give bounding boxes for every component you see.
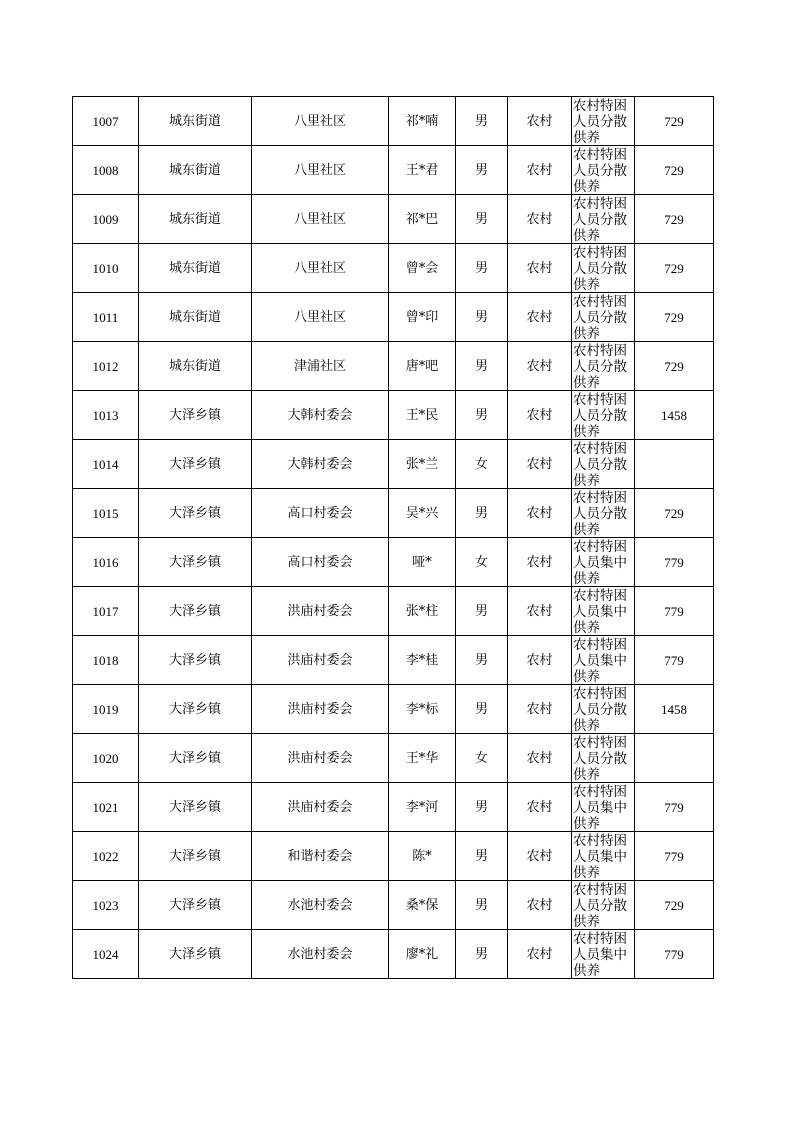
area-type-cell: 农村 bbox=[508, 734, 572, 783]
table-body bbox=[73, 97, 714, 979]
person-name-cell: 桑*保 bbox=[389, 881, 456, 930]
table-row bbox=[73, 146, 714, 195]
area-type-cell: 农村 bbox=[508, 391, 572, 440]
amount-cell: 779 bbox=[635, 832, 714, 881]
support-category-text: 农村特困人员分散供养 bbox=[573, 392, 627, 439]
area-type-cell: 农村 bbox=[508, 97, 572, 146]
amount-cell: 729 bbox=[635, 342, 714, 391]
row-number-cell: 1018 bbox=[73, 636, 139, 685]
area-type-cell: 农村 bbox=[508, 195, 572, 244]
area-type-cell: 农村 bbox=[508, 440, 572, 489]
gender-cell: 男 bbox=[456, 636, 508, 685]
area-type-cell: 农村 bbox=[508, 146, 572, 195]
table-row bbox=[73, 538, 714, 587]
person-name-cell: 王*民 bbox=[389, 391, 456, 440]
person-name-cell: 张*柱 bbox=[389, 587, 456, 636]
person-name-cell: 王*华 bbox=[389, 734, 456, 783]
table-row bbox=[73, 881, 714, 930]
amount-cell: 779 bbox=[635, 930, 714, 979]
support-category-text: 农村特困人员分散供养 bbox=[573, 735, 627, 782]
area-type-cell: 农村 bbox=[508, 293, 572, 342]
area-type-cell: 农村 bbox=[508, 244, 572, 293]
gender-cell: 男 bbox=[456, 342, 508, 391]
row-number-cell: 1017 bbox=[73, 587, 139, 636]
gender-cell: 男 bbox=[456, 783, 508, 832]
community-cell: 洪庙村委会 bbox=[252, 685, 389, 734]
person-name-cell: 李*河 bbox=[389, 783, 456, 832]
support-category-cell bbox=[572, 146, 635, 195]
row-number-cell: 1020 bbox=[73, 734, 139, 783]
street-cell: 大泽乡镇 bbox=[139, 636, 252, 685]
support-category-cell bbox=[572, 538, 635, 587]
community-cell: 和谐村委会 bbox=[252, 832, 389, 881]
table-row bbox=[73, 195, 714, 244]
street-cell: 城东街道 bbox=[139, 342, 252, 391]
support-category-cell bbox=[572, 930, 635, 979]
support-category-cell bbox=[572, 440, 635, 489]
person-name-cell: 祁*喃 bbox=[389, 97, 456, 146]
amount-cell bbox=[635, 734, 714, 783]
amount-cell: 729 bbox=[635, 97, 714, 146]
community-cell: 大韩村委会 bbox=[252, 440, 389, 489]
street-cell: 大泽乡镇 bbox=[139, 783, 252, 832]
support-category-cell bbox=[572, 97, 635, 146]
support-category-cell bbox=[572, 832, 635, 881]
gender-cell: 男 bbox=[456, 146, 508, 195]
amount-cell: 729 bbox=[635, 293, 714, 342]
support-category-text: 农村特困人员分散供养 bbox=[573, 490, 627, 537]
area-type-cell: 农村 bbox=[508, 587, 572, 636]
amount-cell: 779 bbox=[635, 587, 714, 636]
support-category-text: 农村特困人员分散供养 bbox=[573, 196, 627, 243]
amount-cell: 729 bbox=[635, 489, 714, 538]
table-row bbox=[73, 734, 714, 783]
row-number-cell: 1015 bbox=[73, 489, 139, 538]
street-cell: 大泽乡镇 bbox=[139, 734, 252, 783]
community-cell: 高口村委会 bbox=[252, 538, 389, 587]
community-cell: 八里社区 bbox=[252, 195, 389, 244]
support-category-text: 农村特困人员分散供养 bbox=[573, 343, 627, 390]
support-category-cell bbox=[572, 783, 635, 832]
area-type-cell: 农村 bbox=[508, 342, 572, 391]
community-cell: 八里社区 bbox=[252, 293, 389, 342]
amount-cell: 729 bbox=[635, 195, 714, 244]
area-type-cell: 农村 bbox=[508, 538, 572, 587]
support-category-text: 农村特困人员集中供养 bbox=[573, 637, 627, 684]
table-row bbox=[73, 391, 714, 440]
row-number-cell: 1007 bbox=[73, 97, 139, 146]
area-type-cell: 农村 bbox=[508, 832, 572, 881]
support-category-cell bbox=[572, 342, 635, 391]
row-number-cell: 1008 bbox=[73, 146, 139, 195]
community-cell: 水池村委会 bbox=[252, 930, 389, 979]
row-number-cell: 1022 bbox=[73, 832, 139, 881]
gender-cell: 男 bbox=[456, 391, 508, 440]
row-number-cell: 1014 bbox=[73, 440, 139, 489]
support-category-text: 农村特困人员集中供养 bbox=[573, 784, 627, 831]
person-name-cell: 吴*兴 bbox=[389, 489, 456, 538]
community-cell: 水池村委会 bbox=[252, 881, 389, 930]
person-name-cell: 曾*印 bbox=[389, 293, 456, 342]
amount-cell: 1458 bbox=[635, 685, 714, 734]
street-cell: 城东街道 bbox=[139, 244, 252, 293]
area-type-cell: 农村 bbox=[508, 636, 572, 685]
amount-cell: 729 bbox=[635, 146, 714, 195]
support-category-cell bbox=[572, 195, 635, 244]
support-category-text: 农村特困人员集中供养 bbox=[573, 588, 627, 635]
community-cell: 八里社区 bbox=[252, 146, 389, 195]
street-cell: 大泽乡镇 bbox=[139, 587, 252, 636]
support-category-text: 农村特困人员分散供养 bbox=[573, 98, 627, 145]
person-name-cell: 哑* bbox=[389, 538, 456, 587]
street-cell: 大泽乡镇 bbox=[139, 538, 252, 587]
gender-cell: 男 bbox=[456, 489, 508, 538]
table-row bbox=[73, 587, 714, 636]
person-name-cell: 张*兰 bbox=[389, 440, 456, 489]
support-category-cell bbox=[572, 391, 635, 440]
table-row bbox=[73, 685, 714, 734]
support-category-text: 农村特困人员分散供养 bbox=[573, 147, 627, 194]
gender-cell: 男 bbox=[456, 832, 508, 881]
street-cell: 城东街道 bbox=[139, 195, 252, 244]
community-cell: 津浦社区 bbox=[252, 342, 389, 391]
support-category-cell bbox=[572, 881, 635, 930]
gender-cell: 女 bbox=[456, 538, 508, 587]
community-cell: 洪庙村委会 bbox=[252, 587, 389, 636]
gender-cell: 男 bbox=[456, 587, 508, 636]
support-category-text: 农村特困人员分散供养 bbox=[573, 686, 627, 733]
street-cell: 大泽乡镇 bbox=[139, 930, 252, 979]
row-number-cell: 1016 bbox=[73, 538, 139, 587]
support-category-text: 农村特困人员分散供养 bbox=[573, 882, 627, 929]
row-number-cell: 1010 bbox=[73, 244, 139, 293]
table-row bbox=[73, 489, 714, 538]
table-row bbox=[73, 783, 714, 832]
table-row bbox=[73, 440, 714, 489]
table-row bbox=[73, 97, 714, 146]
gender-cell: 男 bbox=[456, 244, 508, 293]
row-number-cell: 1024 bbox=[73, 930, 139, 979]
street-cell: 大泽乡镇 bbox=[139, 881, 252, 930]
support-category-cell bbox=[572, 244, 635, 293]
person-name-cell: 王*君 bbox=[389, 146, 456, 195]
person-name-cell: 陈* bbox=[389, 832, 456, 881]
row-number-cell: 1009 bbox=[73, 195, 139, 244]
area-type-cell: 农村 bbox=[508, 783, 572, 832]
table-row bbox=[73, 832, 714, 881]
gender-cell: 女 bbox=[456, 440, 508, 489]
gender-cell: 男 bbox=[456, 293, 508, 342]
row-number-cell: 1011 bbox=[73, 293, 139, 342]
support-category-text: 农村特困人员集中供养 bbox=[573, 931, 627, 978]
amount-cell: 779 bbox=[635, 636, 714, 685]
gender-cell: 男 bbox=[456, 195, 508, 244]
support-category-text: 农村特困人员分散供养 bbox=[573, 441, 627, 488]
amount-cell: 1458 bbox=[635, 391, 714, 440]
person-name-cell: 祁*巴 bbox=[389, 195, 456, 244]
row-number-cell: 1012 bbox=[73, 342, 139, 391]
table-row bbox=[73, 636, 714, 685]
amount-cell: 729 bbox=[635, 881, 714, 930]
support-category-text: 农村特困人员集中供养 bbox=[573, 833, 627, 880]
row-number-cell: 1023 bbox=[73, 881, 139, 930]
amount-cell bbox=[635, 440, 714, 489]
community-cell: 洪庙村委会 bbox=[252, 734, 389, 783]
amount-cell: 779 bbox=[635, 783, 714, 832]
gender-cell: 男 bbox=[456, 881, 508, 930]
community-cell: 洪庙村委会 bbox=[252, 783, 389, 832]
gender-cell: 男 bbox=[456, 930, 508, 979]
area-type-cell: 农村 bbox=[508, 685, 572, 734]
support-category-text: 农村特困人员分散供养 bbox=[573, 294, 627, 341]
community-cell: 洪庙村委会 bbox=[252, 636, 389, 685]
row-number-cell: 1019 bbox=[73, 685, 139, 734]
relief-roster-table bbox=[72, 96, 714, 979]
support-category-cell bbox=[572, 685, 635, 734]
support-category-cell bbox=[572, 587, 635, 636]
street-cell: 大泽乡镇 bbox=[139, 391, 252, 440]
person-name-cell: 曾*会 bbox=[389, 244, 456, 293]
table-row bbox=[73, 342, 714, 391]
street-cell: 大泽乡镇 bbox=[139, 440, 252, 489]
support-category-text: 农村特困人员集中供养 bbox=[573, 539, 627, 586]
row-number-cell: 1021 bbox=[73, 783, 139, 832]
table-row bbox=[73, 293, 714, 342]
amount-cell: 779 bbox=[635, 538, 714, 587]
row-number-cell: 1013 bbox=[73, 391, 139, 440]
street-cell: 城东街道 bbox=[139, 146, 252, 195]
support-category-text: 农村特困人员分散供养 bbox=[573, 245, 627, 292]
support-category-cell bbox=[572, 293, 635, 342]
person-name-cell: 唐*吧 bbox=[389, 342, 456, 391]
community-cell: 高口村委会 bbox=[252, 489, 389, 538]
street-cell: 大泽乡镇 bbox=[139, 832, 252, 881]
gender-cell: 男 bbox=[456, 685, 508, 734]
person-name-cell: 李*标 bbox=[389, 685, 456, 734]
street-cell: 大泽乡镇 bbox=[139, 489, 252, 538]
person-name-cell: 廖*礼 bbox=[389, 930, 456, 979]
gender-cell: 男 bbox=[456, 97, 508, 146]
street-cell: 大泽乡镇 bbox=[139, 685, 252, 734]
amount-cell: 729 bbox=[635, 244, 714, 293]
community-cell: 大韩村委会 bbox=[252, 391, 389, 440]
support-category-cell bbox=[572, 734, 635, 783]
support-category-cell bbox=[572, 489, 635, 538]
area-type-cell: 农村 bbox=[508, 930, 572, 979]
person-name-cell: 李*桂 bbox=[389, 636, 456, 685]
street-cell: 城东街道 bbox=[139, 293, 252, 342]
area-type-cell: 农村 bbox=[508, 881, 572, 930]
table-row bbox=[73, 244, 714, 293]
community-cell: 八里社区 bbox=[252, 97, 389, 146]
area-type-cell: 农村 bbox=[508, 489, 572, 538]
support-category-cell bbox=[572, 636, 635, 685]
gender-cell: 女 bbox=[456, 734, 508, 783]
table-row bbox=[73, 930, 714, 979]
street-cell: 城东街道 bbox=[139, 97, 252, 146]
community-cell: 八里社区 bbox=[252, 244, 389, 293]
